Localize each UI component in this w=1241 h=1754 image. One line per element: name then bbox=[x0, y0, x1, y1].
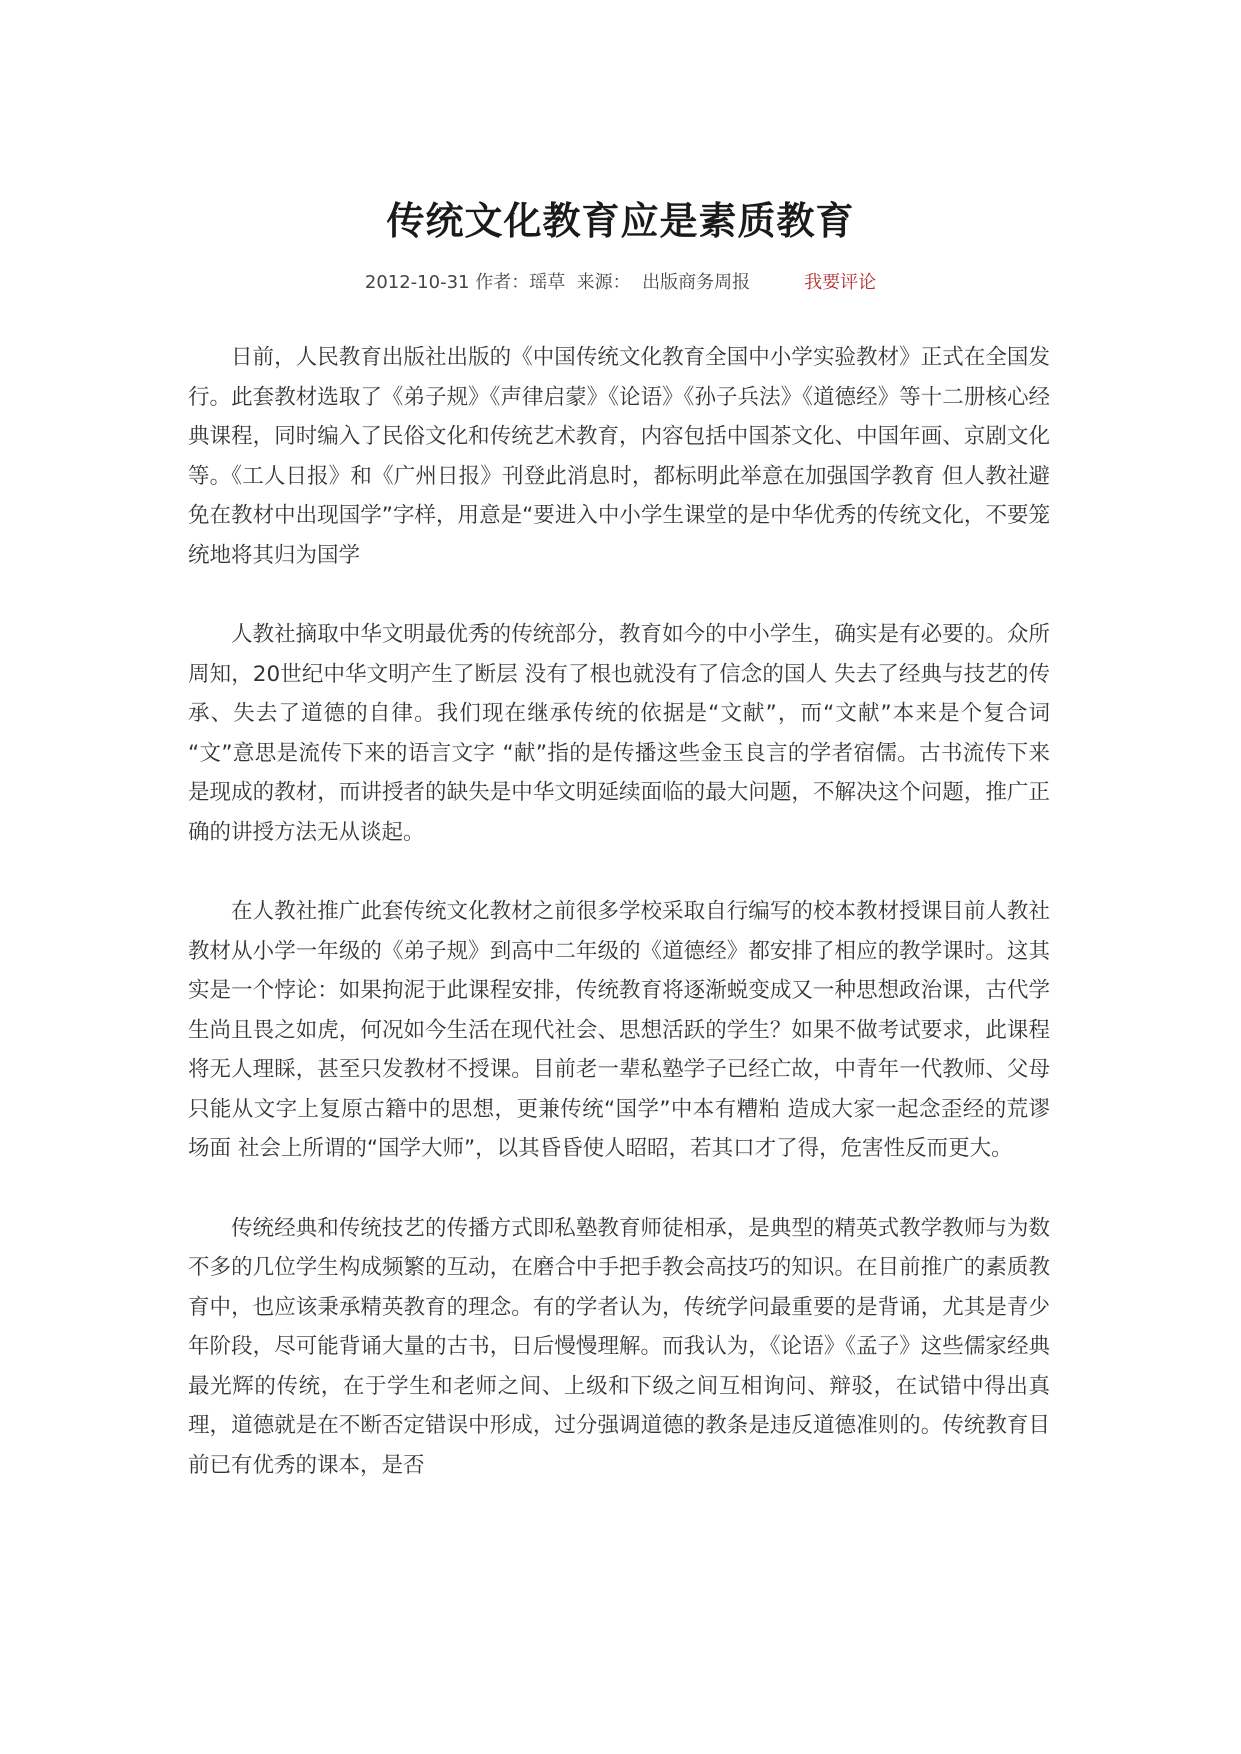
article-body bbox=[188, 338, 1050, 1525]
publish-date: 2012-10-31 bbox=[364, 272, 470, 293]
author-name: 瑶草 bbox=[529, 272, 566, 293]
source-name: 出版商务周报 bbox=[642, 272, 751, 293]
paragraph-2: 人教社摘取中华文明最优秀的传统部分，教育如今的中小学生，确实是有必要的。众所周知，20世纪中华文明产生了断层 没有了根也就没有了信念的国人 失去了经典与技艺的传承、失去了道德的自律。我们现在继承传统的依据是“文献”，而“文献”本来是个复合词 “文”意思是流传下来的语言文字 “献”指的是传播这些金玉良言的学者宿儒。古书流传下来是现成的教材，而讲授者的缺失是中华文明延续面临的最大问题，不解决这个问题，推广正确的讲授方法无从谈起。 bbox=[188, 622, 1050, 845]
paragraph-1: 日前，人民教育出版社出版的《中国传统文化教育全国中小学实验教材》正式在全国发行。此套教材选取了《弟子规》《声律启蒙》《论语》《孙子兵法》《道德经》等十二册核心经典课程，同时编入了民俗文化和传统艺术教育，内容包括中国茶文化、中国年画、京剧文化等。《工人日报》和《广州日报》刊登此消息时，都标明此举意在加强国学教育 但人教社避免在教材中出现国学”字样，用意是“要进入中小学生课堂的是中华优秀的传统文化，不要笼统地将其归为国学 bbox=[188, 345, 1050, 568]
article-meta bbox=[0, 270, 1241, 296]
comment-link[interactable]: 我要评论 bbox=[804, 272, 877, 293]
author-label: 作者： bbox=[475, 272, 530, 293]
paragraph-3: 在人教社推广此套传统文化教材之前很多学校采取自行编写的校本教材授课目前人教社教材从小学一年级的《弟子规》到高中二年级的《道德经》都安排了相应的教学课时。这其实是一个悖论：如果拘泥于此课程安排，传统教育将逐渐蜕变成又一种思想政治课，古代学生尚且畏之如虎，何况如今生活在现代社会、思想活跃的学生？如果不做考试要求，此课程将无人理睬，甚至只发教材不授课。目前老一辈私塾学子已经亡故，中青年一代教师、父母只能从文字上复原古籍中的思想，更兼传统“国学”中本有糟粕 造成大家一起念歪经的荒谬场面 社会上所谓的“国学大师”，以其昏昏使人昭昭，若其口才了得，危害性反而更大。 bbox=[188, 899, 1050, 1161]
page-title: 传统文化教育应是素质教育 bbox=[386, 199, 855, 244]
paragraph-4: 传统经典和传统技艺的传播方式即私塾教育师徒相承，是典型的精英式教学教师与为数不多的几位学生构成频繁的互动，在磨合中手把手教会高技巧的知识。在目前推广的素质教育中，也应该秉承精英教育的理念。有的学者认为，传统学问最重要的是背诵，尤其是青少年阶段，尽可能背诵大量的古书，日后慢慢理解。而我认为，《论语》《孟子》这些儒家经典最光辉的传统，在于学生和老师之间、上级和下级之间互相询问、辩驳，在试错中得出真理，道德就是在不断否定错误中形成，过分强调道德的教条是违反道德准则的。传统教育目前已有优秀的课本，是否 bbox=[188, 1215, 1050, 1478]
source-label: 来源： bbox=[576, 272, 631, 293]
